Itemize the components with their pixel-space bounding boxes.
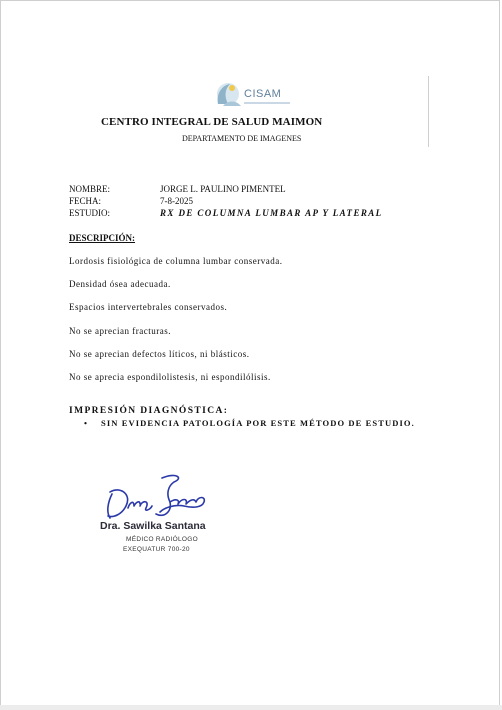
bullet-icon: • (84, 418, 89, 428)
center-name: CENTRO INTEGRAL DE SALUD MAIMON (101, 116, 323, 128)
cisam-logo-icon (208, 80, 244, 110)
impression-item (84, 418, 415, 428)
finding-line: Densidad ósea adecuada. (69, 279, 171, 289)
study-label: ESTUDIO: (69, 208, 110, 218)
signature-name: Dra. Sawilka Santana (100, 520, 206, 532)
department-name: DEPARTAMENTO DE IMAGENES (182, 134, 302, 143)
page-shadow (0, 705, 502, 710)
impression-title: IMPRESIÓN DIAGNÓSTICA: (69, 406, 229, 416)
logo-text: CISAM (244, 88, 282, 100)
finding-line: No se aprecian fracturas. (69, 326, 171, 336)
finding-line: Lordosis fisiológica de columna lumbar conservada. (69, 256, 283, 266)
date-row (69, 196, 193, 206)
cisam-logo (208, 80, 292, 110)
logo-subline (244, 102, 290, 104)
name-value: JORGE L. PAULINO PIMENTEL (160, 184, 286, 194)
date-value: 7-8-2025 (160, 196, 193, 206)
name-label: NOMBRE: (69, 184, 111, 194)
handwritten-signature (104, 472, 214, 524)
study-value: RX DE COLUMNA LUMBAR AP Y LATERAL (160, 208, 383, 218)
signature-role: MÉDICO RADIÓLOGO (126, 536, 198, 543)
header-divider (428, 76, 429, 147)
impression-text: SIN EVIDENCIA PATOLOGÍA POR ESTE MÉTODO DE ESTUDIO. (101, 418, 415, 428)
finding-line: Espacios intervertebrales conservados. (69, 302, 228, 312)
finding-line: No se aprecian defectos líticos, ni blásticos. (69, 349, 250, 359)
study-row (69, 208, 383, 218)
patient-name-row (69, 184, 286, 194)
finding-line: No se aprecia espondilolistesis, ni espondilólisis. (69, 372, 271, 382)
signature-exequatur: EXEQUATUR 700-20 (123, 546, 190, 553)
description-title: DESCRIPCIÓN: (69, 233, 136, 243)
date-label: FECHA: (69, 196, 102, 206)
